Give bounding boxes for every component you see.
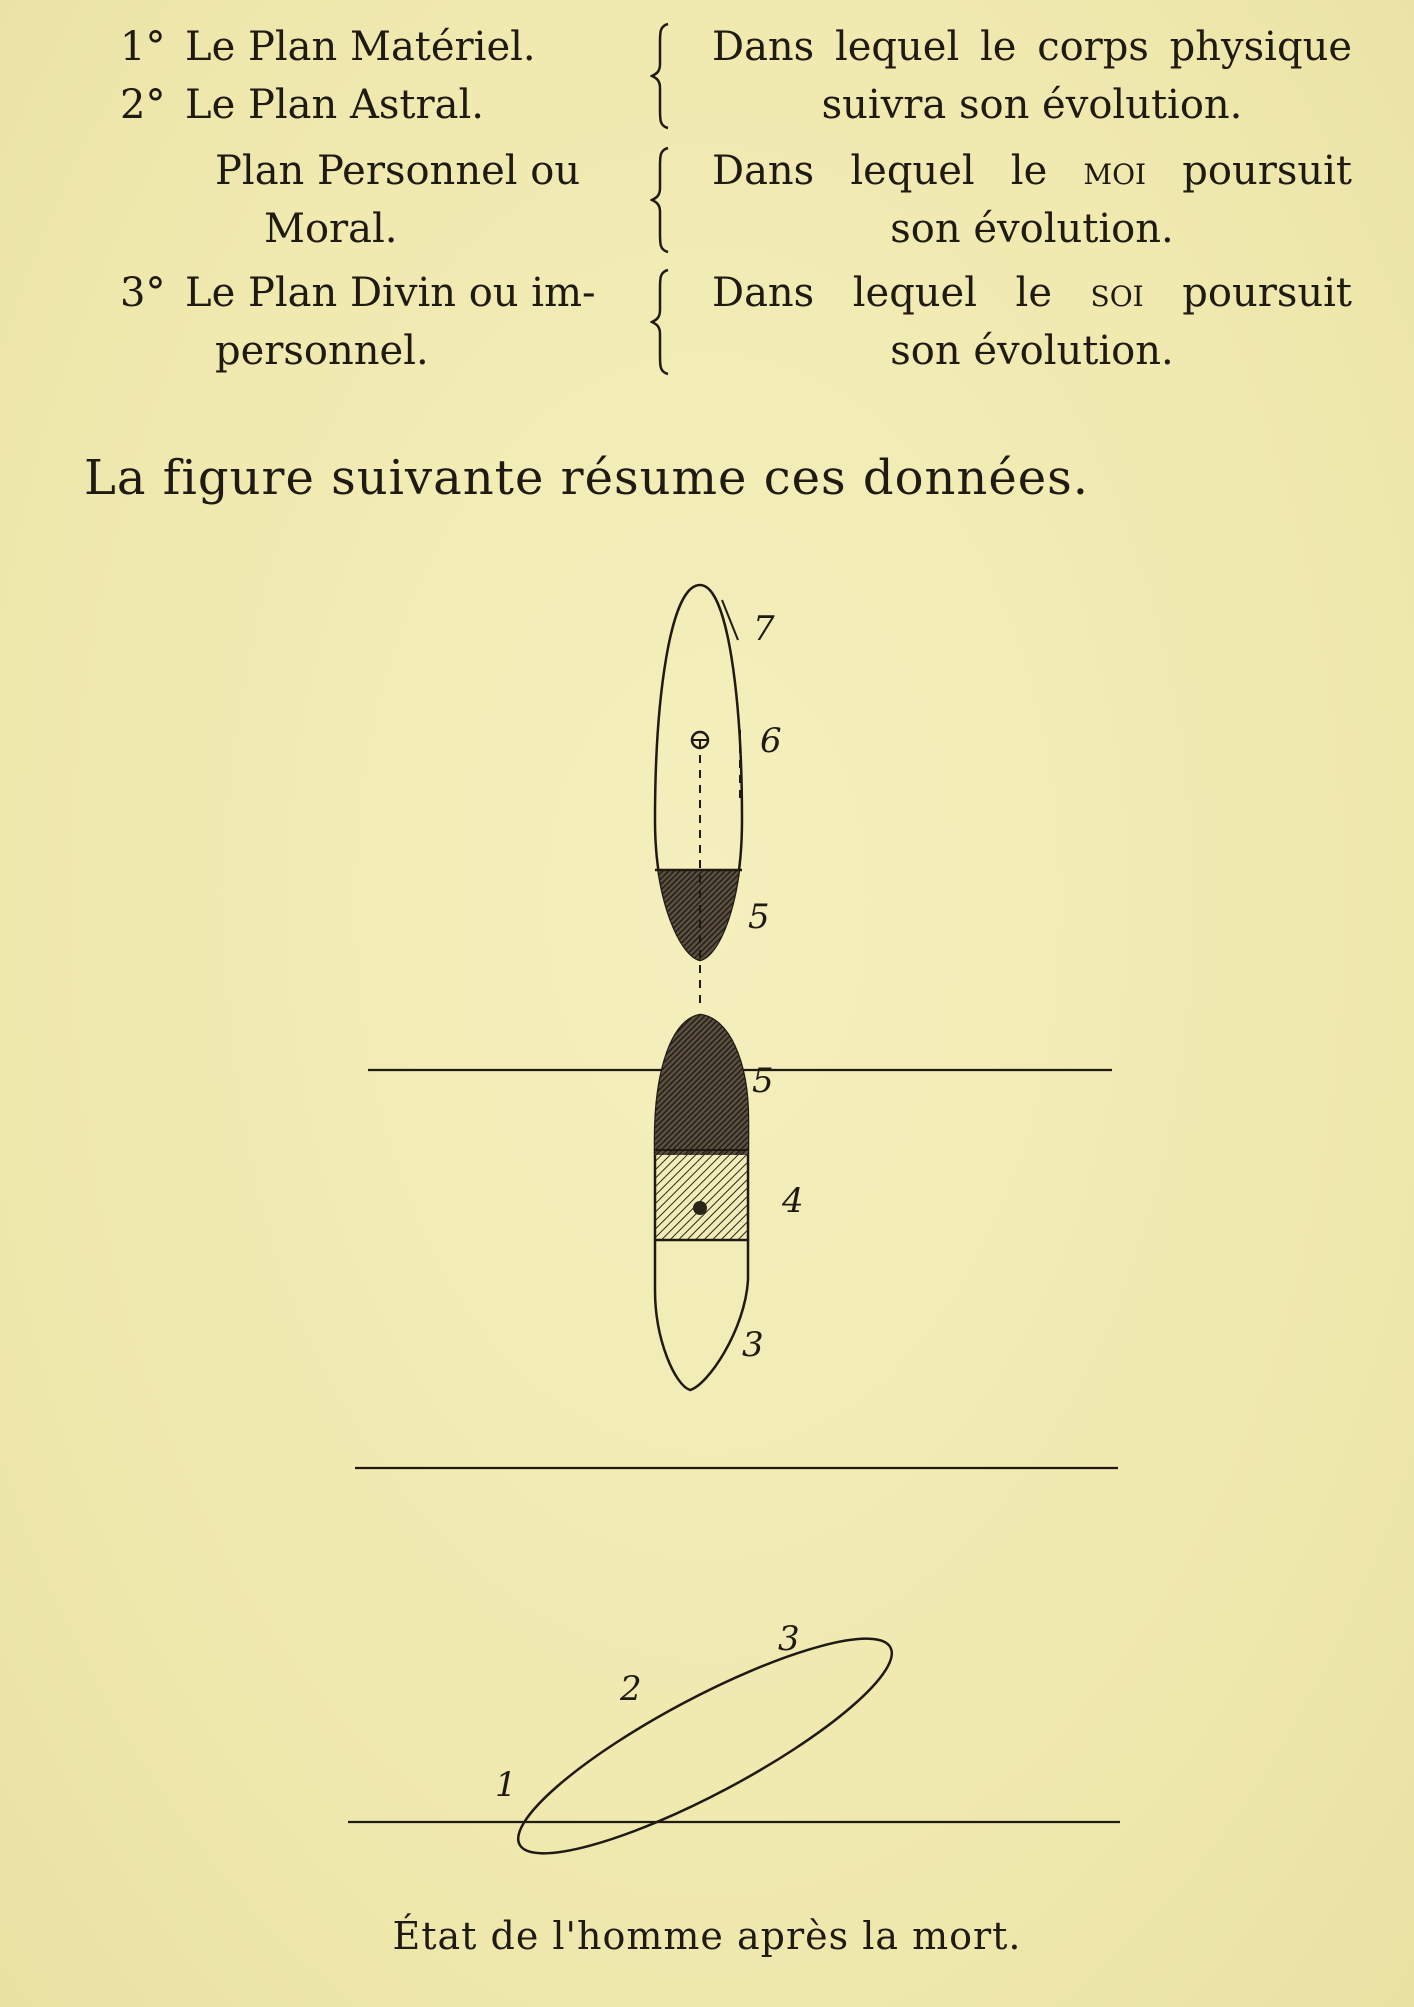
label-5-lower: 5 (752, 1061, 774, 1101)
label-7: 7 (753, 609, 775, 649)
upper-body-ellipse (650, 585, 750, 1010)
tilted-ellipse (348, 1605, 1120, 1887)
label-3-upper: 3 (742, 1325, 764, 1365)
brace-icon (650, 18, 674, 134)
brace-icon (650, 142, 674, 258)
label-4: 4 (782, 1181, 804, 1221)
intro-sentence: La figure suivante résume ces données. (84, 450, 1090, 506)
plan-description: Dans lequel le corps physique (712, 24, 1352, 70)
label-3-lower: 3 (778, 1619, 800, 1659)
plan-description (712, 264, 1352, 322)
plan-name: Le Plan Divin ou im- (185, 270, 596, 316)
desc-keyword: soi (1090, 270, 1144, 316)
plan-description-line2: son évolution. (890, 328, 1174, 374)
label-2: 2 (620, 1669, 642, 1709)
brace-icon (650, 264, 674, 380)
desc-keyword: moi (1083, 148, 1147, 194)
plan-number: 1° (120, 24, 166, 70)
label-1: 1 (495, 1765, 517, 1805)
plan-name-line2: Moral. (264, 206, 398, 252)
lower-body-ellipse (650, 1015, 755, 1390)
plan-name: Le Plan Astral. (185, 82, 484, 128)
plan-description-line2: suivra son évolution. (821, 82, 1243, 128)
figure-caption: État de l'homme après la mort. (392, 1914, 1022, 1958)
plan-name-line2: personnel. (215, 328, 429, 374)
plan-name: Plan Personnel ou (215, 148, 581, 194)
plan-description (712, 142, 1352, 200)
after-death-diagram (0, 560, 1414, 1940)
label-5-upper: 5 (748, 897, 770, 937)
plan-number: 3° (120, 270, 166, 316)
desc-pre: Dans lequel le (712, 148, 1048, 194)
plan-description-line2: son évolution. (890, 206, 1174, 252)
plan-number: 2° (120, 82, 166, 128)
desc-post: poursuit (1182, 270, 1353, 316)
plan-name: Le Plan Matériel. (185, 24, 536, 70)
desc-post: poursuit (1182, 148, 1352, 194)
label-6: 6 (760, 721, 782, 761)
desc-pre: Dans lequel le (712, 270, 1053, 316)
